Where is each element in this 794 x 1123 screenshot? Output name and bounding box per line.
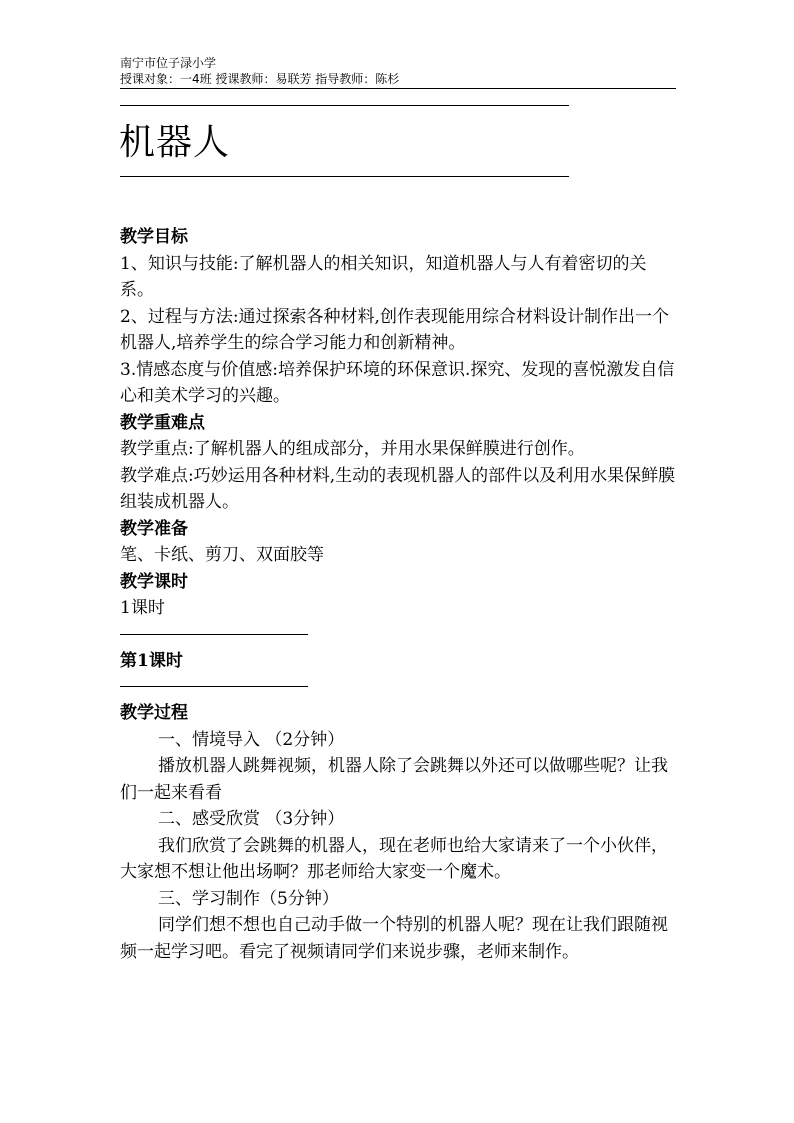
key-points-heading: 教学重难点 <box>120 412 205 433</box>
title-top-rule <box>120 105 569 106</box>
process-step-title: 二、感受欣赏 （3分钟） <box>158 809 345 829</box>
key-point-item: 教学重点:了解机器人的组成部分，并用水果保鲜膜进行创作。 <box>120 439 585 459</box>
process-step-text: 播放机器人跳舞视频，机器人除了会跳舞以外还可以做哪些呢？让我们一起来看看 <box>120 756 668 803</box>
process-step-title: 一、情境导入 （2分钟） <box>158 729 345 750</box>
process-step-text: 我们欣赏了会跳舞的机器人，现在老师也给大家请来了一个小伙伴，大家想不想让他出场啊？那老师给大家变一个魔术。 <box>120 835 668 882</box>
process-step-title: 三、学习制作（5分钟） <box>158 888 339 909</box>
hours-heading: 教学课时 <box>120 571 188 592</box>
lesson-bottom-rule <box>120 686 308 687</box>
page-title: 机器人 <box>119 122 231 163</box>
preparation-heading: 教学准备 <box>120 518 188 539</box>
preparation-text: 笔、卡纸、剪刀、双面胶等 <box>120 545 324 565</box>
key-point-item: 教学难点:巧妙运用各种材料,生动的表现机器人的部件以及利用水果保鲜膜组装成机器人。 <box>120 465 676 512</box>
hours-text: 1课时 <box>120 598 165 618</box>
document-body <box>120 224 680 965</box>
title-bottom-rule <box>120 176 569 177</box>
objective-item: 2、过程与方法:通过探索各种材料,创作表现能用综合材料设计制作出一个机器人,培养学生的综合学习能力和创新精神。 <box>120 306 669 353</box>
class-info: 授课对象：一4班 授课教师：易联芳 指导教师：陈杉 <box>120 72 400 86</box>
school-name: 南宁市位子渌小学 <box>120 56 217 70</box>
process-heading: 教学过程 <box>120 703 188 723</box>
page-header <box>120 55 676 89</box>
lesson-top-rule <box>120 634 308 635</box>
objectives-heading: 教学目标 <box>120 227 188 247</box>
objective-item: 1、知识与技能:了解机器人的相关知识，知道机器人与人有着密切的关系。 <box>120 253 647 300</box>
lesson-heading: 第1课时 <box>120 650 183 671</box>
objective-item: 3.情感态度与价值感:培养保护环境的环保意识.探究、发现的喜悦激发自信心和美术学习的兴趣。 <box>120 359 675 406</box>
process-step-text: 同学们想不想也自己动手做一个特别的机器人呢？现在让我们跟随视频一起学习吧。看完了视频请同学们来说步骤，老师来制作。 <box>120 915 668 962</box>
